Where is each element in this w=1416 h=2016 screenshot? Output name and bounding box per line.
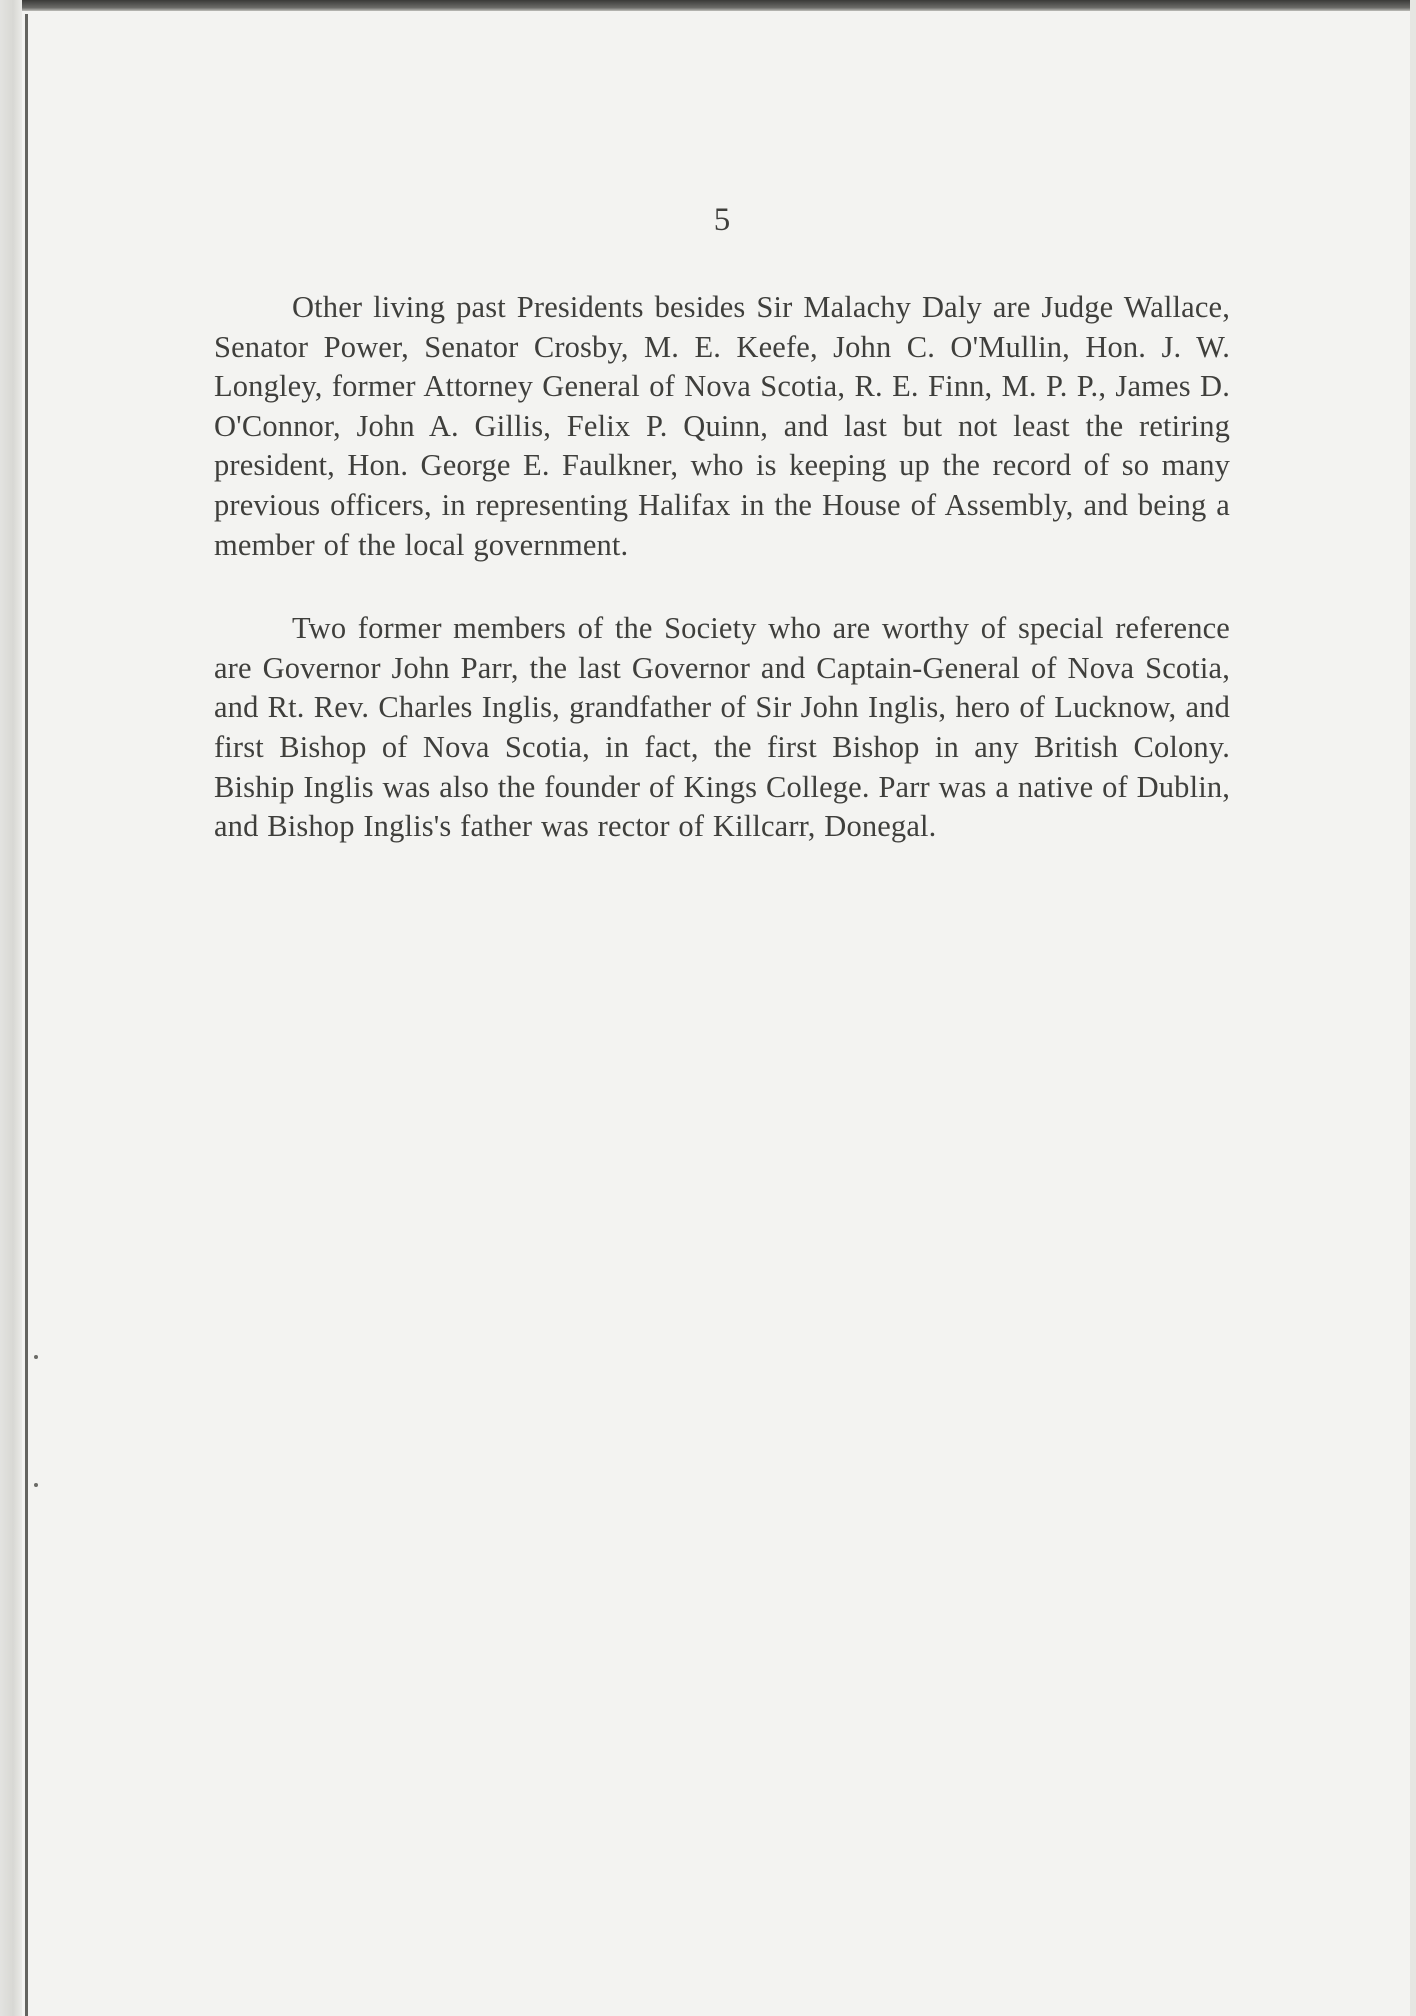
left-scan-edge	[0, 0, 22, 2016]
paragraph-former-members: Two former members of the Society who are worthy of special reference are Governor John Parr, the last Governor and Captain-General of Nova Scotia, and Rt. Rev. Charles Inglis, grandfather of Sir John Inglis, hero of Lucknow, and first Bishop of Nova Scotia, in fact, the first Bishop in any British Colony. Biship Inglis was also the founder of Kings College. Parr was a native of Dublin, and Bishop Inglis's father was rector of Killcarr, Donegal.	[214, 611, 1230, 844]
dust-speck	[34, 1355, 38, 1359]
right-scan-edge	[1410, 0, 1416, 2016]
dust-speck	[34, 1483, 38, 1487]
binding-line	[25, 14, 28, 2016]
top-scan-edge	[0, 0, 1416, 11]
page-body	[214, 200, 1230, 891]
page-number: 5	[713, 202, 731, 238]
paragraph-past-presidents: Other living past Presidents besides Sir Malachy Daly are Judge Wallace, Senator Power, Senator Crosby, M. E. Keefe, John C. O'Mullin, Hon. J. W. Longley, former Attorney General of Nova Scotia, R. E. Finn, M. P. P., James D. O'Connor, John A. Gillis, Felix P. Quinn, and last but not least the retiring president, Hon. George E. Faulkner, who is keeping up the record of so many previous officers, in representing Halifax in the House of Assembly, and being a member of the local government.	[214, 290, 1230, 562]
